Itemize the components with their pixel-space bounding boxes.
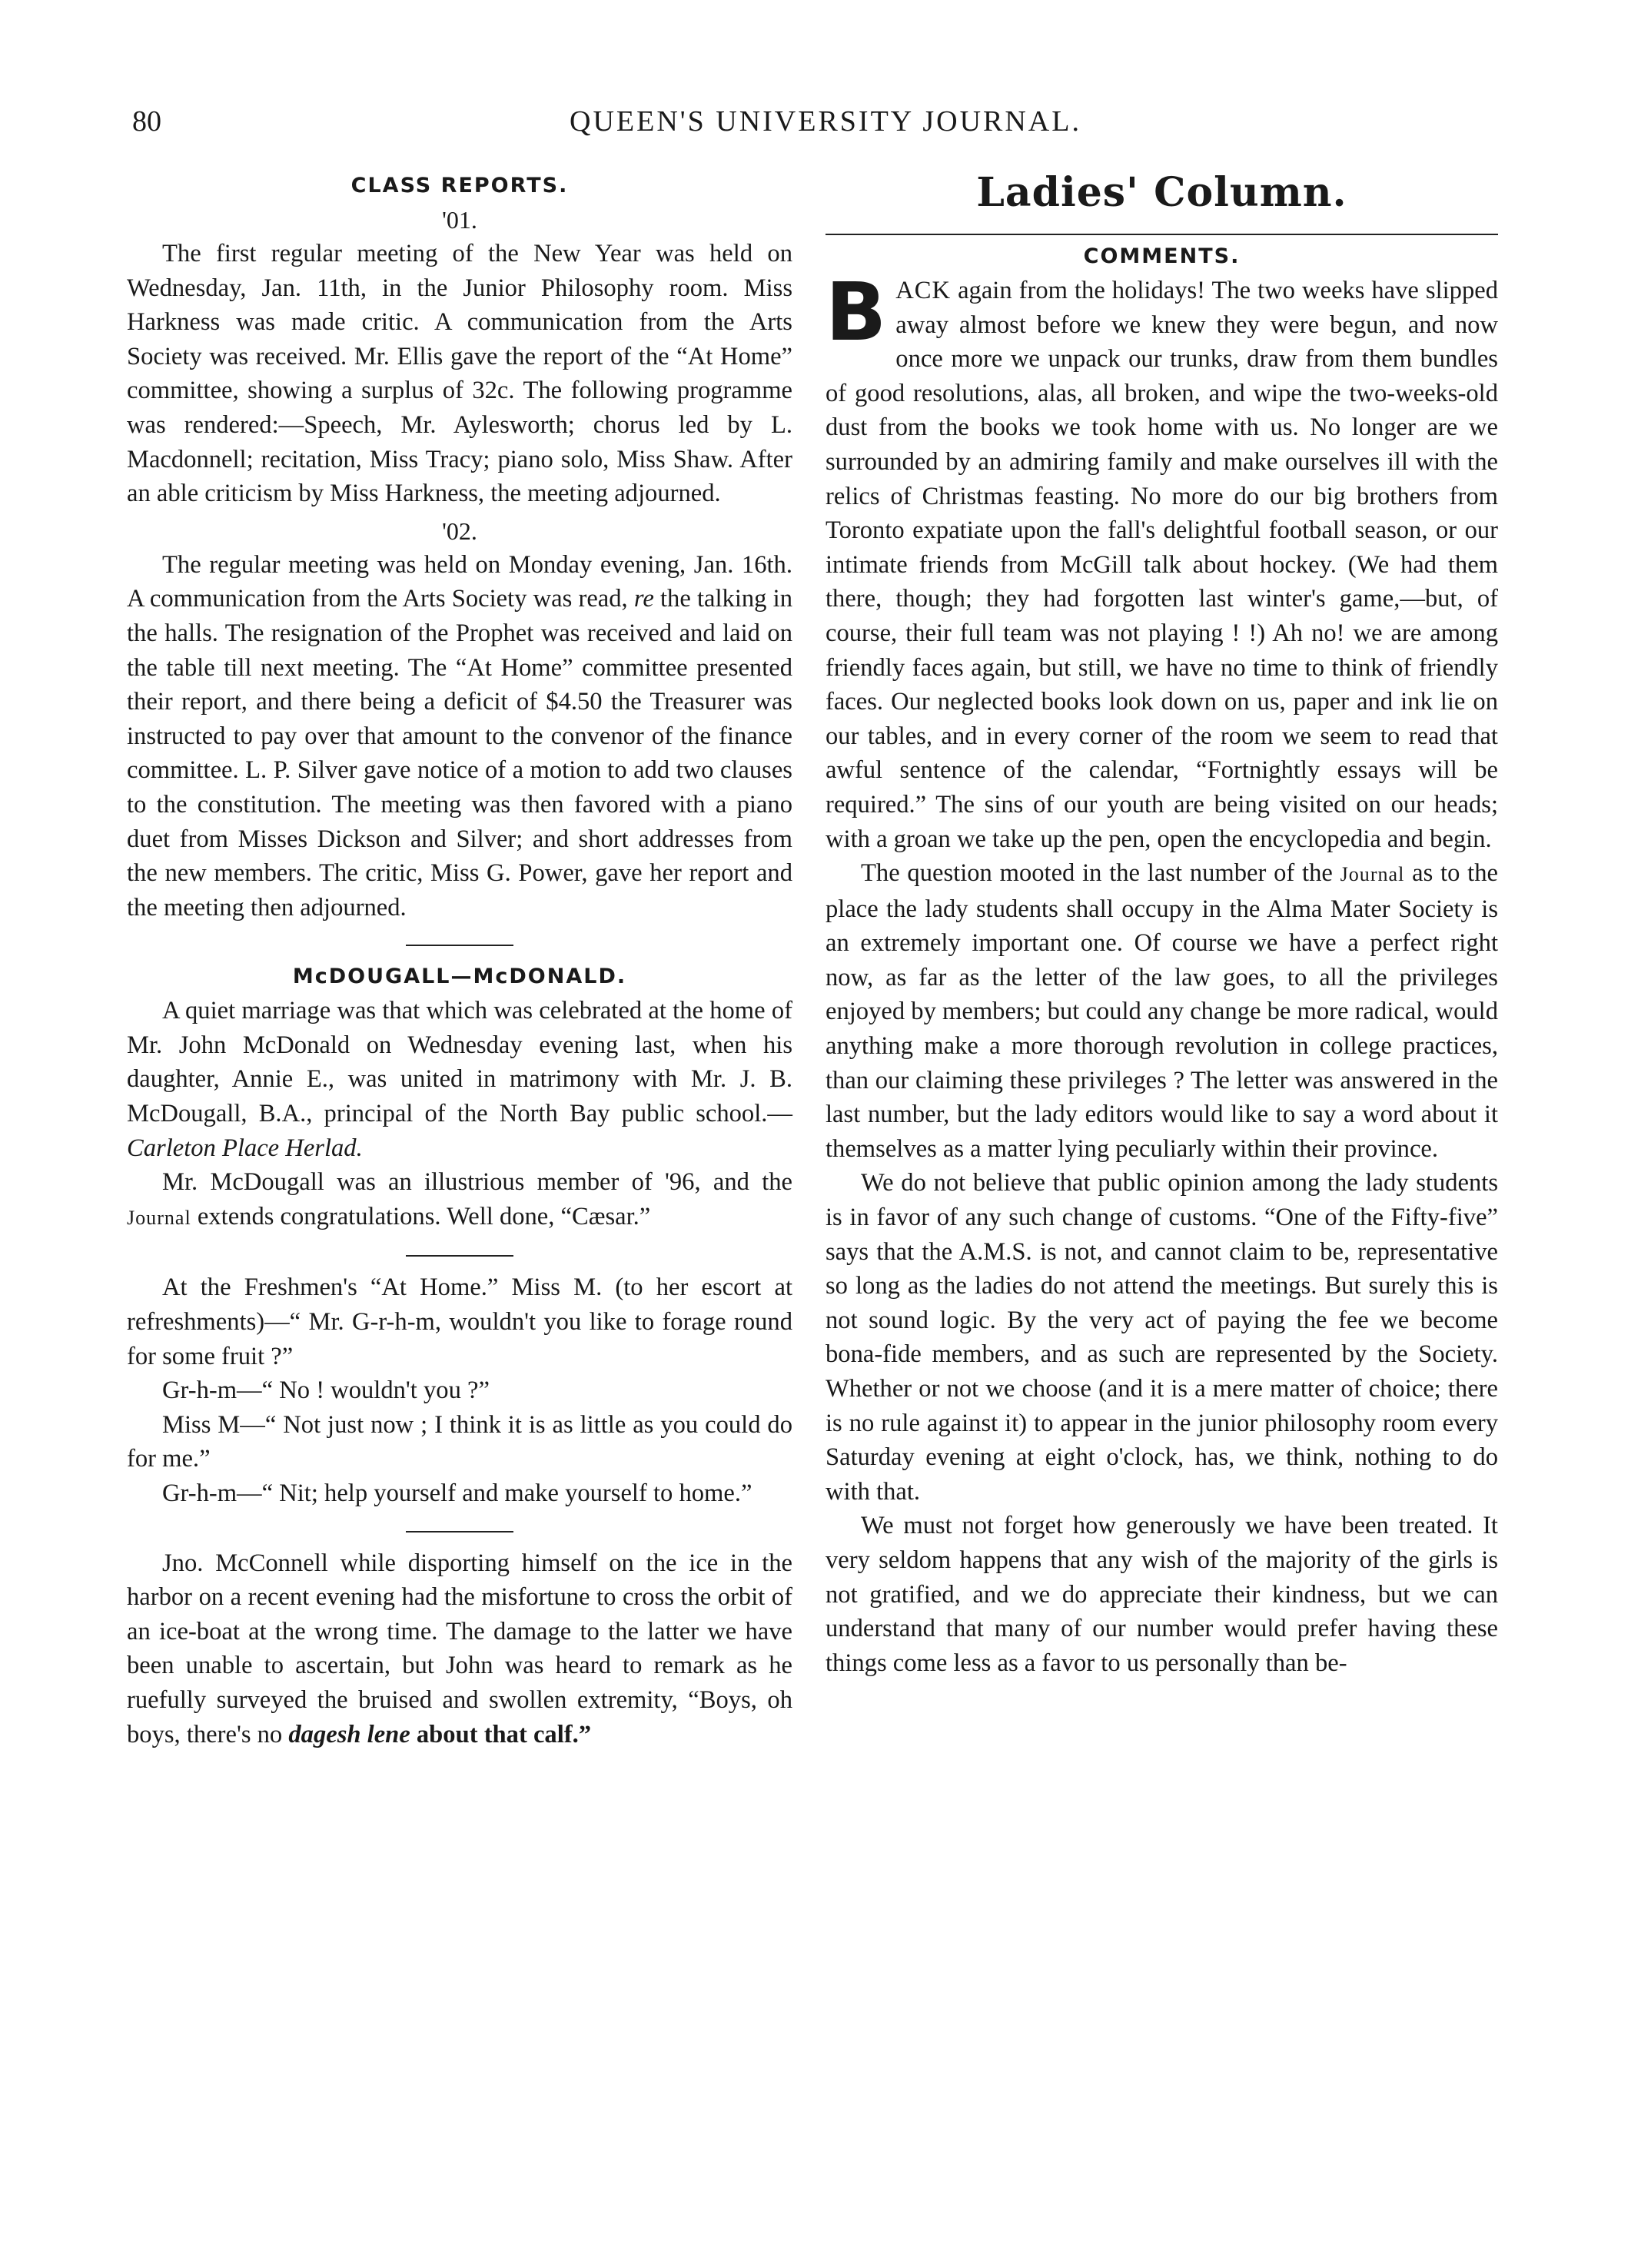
mcconnell-anecdote: [127, 1546, 792, 1752]
class-02-re: re: [633, 585, 654, 613]
paragraph-1-rest: again from the holidays! The two weeks have slipped away almost before we knew they were begun, and now once more we unpack our trunks, draw from them bundles of good resolutions, alas, all broken, and wipe the two-weeks-old dust from the books we took home with us. No longer are we surrounded by an admiring family and make ourselves ill with the relics of Christmas feasting. No more do our big brothers from Toronto expatiate upon the fall's delightful football season, or our intimate friends from McGill talk about hockey. (We had them there, though; they had forgotten last winter's game,—but, of course, their full team was not playing ! !) Ah no! we are among friendly faces again, but still, we have no time to think of friendly faces. Our neglected books look down on us, paper and ink lie on our tables, and in every corner of the room we seem to read that awful sentence of the calendar, “Fortnightly essays will be required.” The sins of our youth are being visited on our heads; with a groan we take up the pen, open the encyclopedia and begin.: [826, 277, 1498, 853]
class-02-label: '02.: [442, 516, 477, 545]
first-word: ACK: [895, 277, 952, 304]
drop-cap: B: [826, 265, 887, 359]
divider: [406, 1531, 513, 1532]
mcdougall-congratulations: [127, 1165, 792, 1235]
paragraph-2-b: as to the place the lady students shall occupy in the Alma Mater Society is an extremely important one. Of course we have a perfect right now, as far as the letter of the law goes, to all the privileges enjoyed by members; but could any change be more radical, would anything make a more thorough revolution in college practices, than our claiming these privileges ? The letter was answered in the last number, but the lady editors would like to say a word about it themselves as a matter lying peculiarly within their province.: [826, 859, 1498, 1163]
mcconnell-emphasis: dagesh lene: [288, 1720, 410, 1748]
mcdougall-heading: McDOUGALL—McDONALD.: [292, 965, 627, 989]
journal-smallcaps: Journal: [1340, 863, 1405, 886]
mcconnell-text-a: Jno. McConnell while disporting himself on the ice in the harbor on a recent evening had the misfortune to cross the orbit of an ice-boat at the wrong time. The damage to the latter we have been unable to ascertain, but John was heard to remark as he ruefully surveyed the bruised and swollen extremity, “Boys, oh boys, there's no: [127, 1549, 792, 1748]
class-02-report: [127, 548, 792, 925]
freshmen-reply-1: Gr-h-m—“ No ! wouldn't you ?”: [162, 1376, 490, 1405]
right-column: [826, 166, 1498, 1680]
comments-paragraph-1: [826, 265, 1498, 856]
comments-heading: COMMENTS.: [1083, 244, 1241, 268]
class-02-text-a: The regular meeting was held on Monday evening, Jan. 16th. A communication from the Arts Society was read,: [127, 550, 792, 613]
ladies-column-title: Ladies' Column.: [976, 169, 1347, 216]
freshmen-anecdote: At the Freshmen's “At Home.” Miss M. (to her escort at refreshments)—“ Mr. G-r-h-m, wouldn't you like to forage round for some fruit ?”: [127, 1273, 792, 1370]
class-01-label: '01.: [442, 206, 477, 234]
class-reports-heading: CLASS REPORTS.: [350, 174, 569, 198]
page-number: 80: [132, 105, 161, 138]
comments-paragraph-3: We do not believe that public opinion among the lady students is in favor of any such change of customs. “One of the Fifty-five” says that the A.M.S. is not, and cannot claim to be, representative so long as the ladies do not attend the meetings. But surely this is not sound logic. By the very act of paying the fee we become bona-fide members, and as such are represented by the Society. Whether or not we choose (and it is a mere matter of choice; there is no rule against it) to appear in the junior philosophy room every Saturday evening at eight o'clock, has, we think, nothing to do with that.: [826, 1169, 1498, 1506]
divider: [406, 1255, 513, 1257]
freshmen-reply-3: Gr-h-m—“ Nit; help yourself and make yourself to home.”: [162, 1479, 752, 1507]
class-02-text-b: the talking in the halls. The resignation of the Prophet was received and laid on the table till next meeting. The “At Home” committee presented their report, and there being a deficit of $4.50 the Treasurer was instructed to pay over that amount to the convenor of the finance committee. L. P. Silver gave notice of a motion to add two clauses to the constitution. The meeting was then favored with a piano duet from Misses Dickson and Silver; and short addresses from the new members. The critic, Miss G. Power, gave her report and the meeting then adjourned.: [127, 585, 792, 921]
left-column: [127, 169, 792, 1752]
mcdougall-marriage-notice: [127, 994, 792, 1165]
class-01-report: The first regular meeting of the New Year was held on Wednesday, Jan. 11th, in the Junior Philosophy room. Miss Harkness was made critic. A communication from the Arts Society was received. Mr. Ellis gave the report of the “At Home” committee, showing a surplus of 32c. The following programme was rendered:—Speech, Mr. Aylesworth; chorus led by L. Macdonnell; recitation, Miss Tracy; piano solo, Miss Shaw. After an able criticism by Miss Harkness, the meeting adjourned.: [127, 240, 792, 508]
divider: [406, 945, 513, 946]
freshmen-reply-2: Miss M—“ Not just now ; I think it is as little as you could do for me.”: [127, 1410, 792, 1473]
running-head: QUEEN'S UNIVERSITY JOURNAL.: [570, 105, 1081, 138]
mcdougall-congrats-a: Mr. McDougall was an illustrious member of '96, and the: [162, 1168, 792, 1197]
title-rule: [826, 234, 1498, 235]
mcdougall-text: A quiet marriage was that which was celebrated at the home of Mr. John McDonald on Wednesday evening last, when his daughter, Annie E., was united in matrimony with Mr. J. B. McDougall, B.A., principal of the North Bay public school.—: [127, 997, 792, 1128]
paragraph-2-a: The question mooted in the last number of the: [861, 859, 1333, 888]
comments-paragraph-2: [826, 856, 1498, 1166]
journal-smallcaps: Journal: [127, 1206, 191, 1229]
mcdougall-congrats-b: extends congratulations. Well done, “Cæsar.”: [197, 1202, 651, 1230]
comments-paragraph-4: We must not forget how generously we have been treated. It very seldom happens that any wish of the majority of the girls is not gratified, and we do appreciate their kindness, but we can understand that many of our number would prefer having these things come less as a favor to us personally than be-: [826, 1512, 1498, 1677]
mcconnell-text-b: about that calf.”: [416, 1720, 592, 1748]
mcdougall-source: Carleton Place Herlad.: [127, 1134, 363, 1162]
